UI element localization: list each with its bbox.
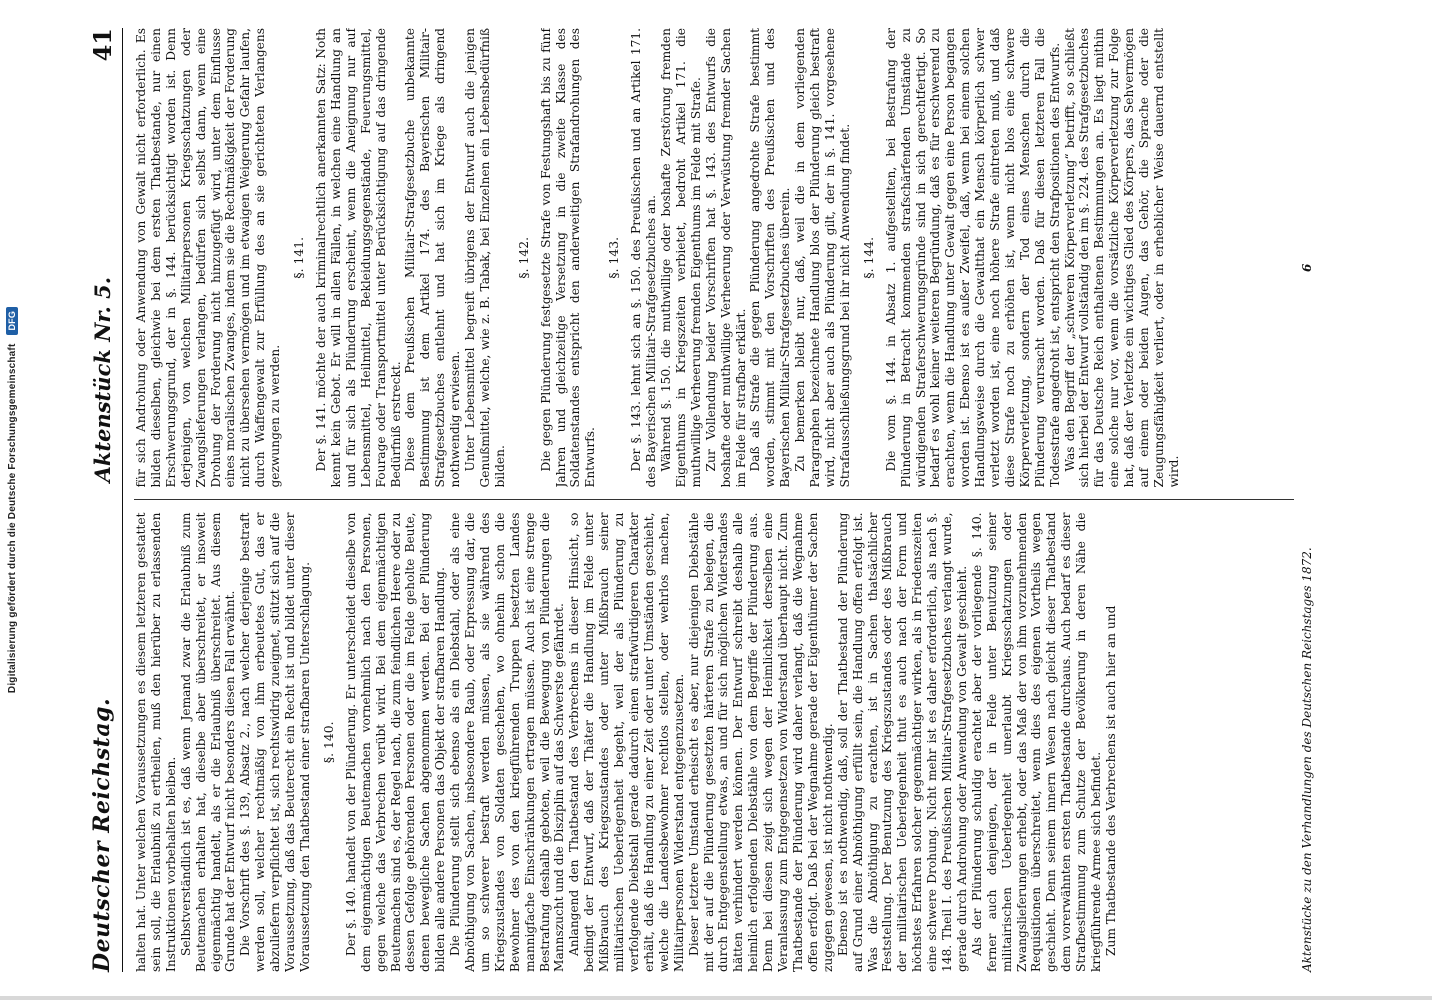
watermark-text: Digitalisierung gefördert durch die Deutsche Forschungsgemeinschaft [7,343,18,694]
paragraph: Unter Lebensmittel begreift übrigens der Entwurf auch die jenigen Genußmittel, welche, wie z. B. Tabak, bei Einzelnen ein Lebensbedürfniß bilden. [463,28,507,488]
section-heading: §. 143. [606,236,622,279]
paragraph: Ebenso ist es nothwendig, daß, soll der Thatbestand der Plünderung auf Grund einer Abnöthigung erfüllt sein, die Handlung offen erfolgt ist. Was die Abnöthigung zu erachten, ist in Sachen thatsächlicher Feststellung. Der Benutzung des Kriegszustandes oder des Mißbrauch der militairischen Ueberlegenheit thut es auch nach der Form und höchstes Erfahren solcher gegenmächtiger wirken, als in Friedenszeiten eine schwere Drohung. Nicht mehr ist es daher erforderlich, als nach §. 148. Theil I. des Preußischen Militair-Strafgesetzbuches verlangt wurde, gerade durch Androhung oder Anwendung von Gewalt geschieht. [835,512,969,972]
paragraph: Während §. 150. die muthwillige oder boshafte Zerstörung fremden Eigenthums in Kriegszeiten verbietet, bedroht Artikel 171. die muthwillige Verheerung fremden Eigenthums im Felde mit Strafe. [659,28,703,488]
scan-edge [0,996,1432,1000]
paragraph: Zum Thatbestande des Verbrechens ist auch hier an und [1104,605,1118,956]
page-footer [1300,28,1322,972]
paragraph: halten hat. Unter welchen Voraussetzungen es diesem letzteren gestattet sein soll, die Erlaubniß zu ertheilen, muß den hierüber zu erlassenden Instruktionen vorbehalten bleiben. [134,512,178,972]
section-heading: §. 142. [515,236,531,279]
paragraph: Als der Plünderung schuldig erachtet aber der vorliegende §. 140. ferner auch denjenigen, der in Felde unter Benutzung seiner militairischen Ueberlegenheit unerlaubt Kriegsschatzungen oder Zwangslieferungen erhebt, oder das Maß der von ihm vorzunehmenden Requisitionen überschreitet, wenn dies des eigenen Vortheils wegen geschieht. Denn seinem innern Wesen nach gleicht dieser Thatbestand dem vorerwähnten ersten Thatbestande durchaus. Auch bedarf es dieser Strafbestimmung zum Schutze der Bevölkerung in deren Nähe die kriegführende Armee sich befindet. [969,512,1104,972]
document-number: Aktenstück Nr. 5. [89,276,115,483]
dfg-logo: DFG [6,307,18,335]
section-heading: §. 140. [320,721,336,764]
running-title: Deutscher Reichstag. [89,697,115,972]
paragraph: Die Plünderung stellt sich ebenso als ein Diebstahl, oder als eine Abnöthigung von Sachen, insbesondere Raub, oder Erpressung dar, die um so schwerer bestraft werden müssen, als sie während des Kriegszustandes von Soldaten geschehen, wo ohnehin schon die Bewohner des von den kriegführenden Truppen besetzten Landes mannigfache Einschränkungen ertragen müssen. Auch ist eine strenge Bestrafung deshalb geboten, weil die Bewegung von Plünderungen die Mannszucht und die Disziplin auf das Schwerste gefährdet. [448,512,567,972]
paragraph: Der §. 140. handelt von der Plünderung. Er unterscheidet dieselbe von dem eigenmächtigen Beutemachen vornehmlich nach den Personen, gegen welche das Verbrechen verübt wird. Bei dem eigenmächtigen Beutemachen sind es, der Regel nach, die zum feindlichen Heere oder zu dessen Gefolge gehörenden Personen oder die im Felde geholte Beute, denen bewegliche Sachen abgenommen werden. Bei der Plünderung bilden alle andere Personen das Objekt der strafbaren Handlung. [343,512,448,972]
left-column [134,513,1294,973]
section-heading: §. 144. [860,236,876,279]
paragraph: Die gegen Plünderung festgesetzte Strafe von Festungshaft bis zu fünf Jahren und gleichzeitige Versetzung in die zweite Klasse des Soldatenstandes entspricht den anderweitigen Strafandrohungen des Entwurfs. [538,28,598,488]
paragraph: Zur Vollendung beider Vorschriften hat §. 143. des Entwurfs die boshafte oder muthwillige Verheerung oder Verwüstung fremder Sachen im Felde für strafbar erklärt. [703,28,748,488]
paragraph: für sich Androhung oder Anwendung von Gewalt nicht erforderlich. Es bilden dieselben, gleichwie bei dem ersten Thatbestande, nur einen Erschwerungsgrund, der in §. 144. berücksichtigt worden ist. Denn derjenigen, von welchen Militairpersonen Kriegsschatzungen oder Zwangslieferungen verlangen, bedürfen sich selbst dann, wenn eine Drohung der Forderung nicht hinzugefügt wird, unter dem Einflusse eines moralischen Zwanges, indem sie die Rechtmäßigkeit der Forderung nicht zu übersehen vermögen und im etwaigen Weigerung Gefahr laufen, durch Waffengewalt zur Erfüllung des an sie gerichteten Verlangens gezwungen zu werden. [134,28,283,488]
print-signature: Aktenstücke zu den Verhandlungen des Deutschen Reichstages 1872. [1300,547,1314,972]
paragraph: Selbstverständlich ist es, daß wenn Jemand zwar die Erlaubniß zum Beutemachen erhalten hat, dieselbe aber überschreitet, er insoweit eigenmächtig handelt, als er die Erlaubniß überschreitet. Aus diesem Grunde hat der Entwurf nicht besonders diesen Fall erwähnt. [178,512,238,972]
digitization-watermark [6,0,18,1000]
right-column [134,28,1294,488]
paragraph: Der §. 141. möchte der auch kriminalrechtlich anerkannten Satz: Noth kennt kein Gebot. Er will in allen Fällen, in welchen eine Handlung an und für sich als Plünderung erscheint, wenn die Aneignung nur auf Lebensmittel, Heilmittel, Bekleidungsgegenstände, Feuerungsmittel, Fourage oder Transportmittel unter Berücksichtigung auf das dringende Bedürfniß erstreckt. [313,28,403,488]
paragraph: Der §. 143. lehnt sich an §. 150. des Preußischen und an Artikel 171. des Bayerischen Militair-Strafgesetzbuches an. [629,28,659,488]
page-header [82,28,123,972]
section-heading: §. 141. [291,236,307,279]
paragraph: Diese dem Preußischen Militair-Strafgesetzbuche unbekannte Bestimmung ist dem Artikel 174. des Bayerischen Militair-Strafgesetzbuches entlehnt und hat sich im Kriege als dringend nothwendig erwiesen. [403,28,463,488]
paragraph: Was den Begriff der „schweren Körperverletzung“ betrifft, so schließt sich hierbei der Entwurf vollständig den im §. 224. des Strafgesetzbuches für das Deutsche Reich enthaltenen Bestimmungen an. Es liegt mithin eine solche nur vor, wenn die vorsätzliche Körperverletzung zur Folge hat, daß der Verletzte ein wichtiges Glied des Körpers, das Sehvermögen auf einem oder beiden Augen, das Gehör, die Sprache oder die Zeugungsfähigkeit verliert, oder in erheblicher Weise dauernd entstellt wird. [1062,28,1181,488]
paragraph: Die vom §. 144. in Absatz 1. aufgestellten, bei Bestrafung der Plünderung in Betracht kommenden strafschärfenden Umstände zu würdigenden Straferschwerungsgründe sind in sich gerechtfertigt. So bedarf es wohl keiner weiteren Begründung, daß es für erschwerend zu erachten, wenn die Handlung unter Gewalt gegen eine Person begangen worden ist. Ebenso ist es außer Zweifel, daß, wenn bei einem solchen Handlungsweise durch die Gewaltthat ein Mensch körperlich schwer verletzt worden ist, eine noch höhere Strafe eintreten muß, und daß diese Strafe noch zu erhöhen ist, wenn nicht blos eine schwere Körperverletzung, sondern der Tod eines Menschen durch die Plünderung verursacht worden. Daß für diesen letzteren Fall die Todesstrafe angedroht ist, entspricht den Strafpositionen des Entwurfs. [883,28,1062,488]
paragraph: Zu bemerken bleibt nur, daß, weil die in dem vorliegenden Paragraphen bezeichnete Handlung blos der Plünderung gleich bestraft wird, nicht aber auch als Plünderung gilt, der in §. 141. vorgesehene Strafausschließungsgrund bei ihr nicht Anwendung findet. [793,28,852,488]
sheet-number: 6 [1300,263,1314,272]
text-columns [134,28,1294,972]
paragraph: Anlangend den Thatbestand des Verbrechens in dieser Hinsicht, so bedingt der Entwurf, daß der Thäter die Handlung im Felde unter Mißbrauch des Kriegszustandes oder unter Mißbrauch seiner militairischen Ueberlegenheit begeht, weil der als Plünderung zu verfolgende Diebstahl gerade dadurch einen strafwürdigeren Charakter erhält, daß die Handlung zu einer Zeit oder unter Umständen geschieht, welche die Landesbewohner rechtlos stellen, oder wehrlos machen, Militairpersonen Widerstand entgegenzusetzen. [567,512,686,972]
page-number: 41 [87,28,117,62]
paragraph: Die Vorschrift des §. 139, Absatz 2., nach welcher derjenige bestraft werden soll, welcher rechtmäßig von ihm erbeutetes Gut, das er abzuliefern verpflichtet ist, sich rechtswidrig zueignet, stützt sich auf die Voraussetzung, daß das Beuterecht ein Recht ist und bildet unter dieser Voraussetzung den Thatbestand einer strafbaren Unterschlagung. [238,512,312,972]
paragraph: Dieser letztere Umstand erheischt es aber, nur diejenigen Diebstähle mit der auf die Plünderung gesetzten härteren Strafe zu belegen, die durch Entgegenstellung etwas, an und für sich möglichen Widerstandes hätten verhindert werden können. Der Entwurf schreibt deshalb alle heimlich erfolgenden Diebstähle von dem Begriffe der Plünderung aus. Denn bei diesen zeigt sich wegen der Heimlichkeit derselben eine Veranlassung zum Entgegensetzen von Widerstand überhaupt nicht. Zum Thatbestande der Plünderung wird daher verlangt, daß die Wegnahme offen erfolgt. Daß bei der Wegnahme gerade der Eigenthümer der Sachen zugegen gewesen, ist nicht nothwendig. [686,512,835,972]
paragraph: Daß als Strafe die gegen Plünderung angedrohte Strafe bestimmt worden, stimmt mit den Vorschriften des Preußischen und des Bayerischen Militair-Strafgesetzbuches überein. [748,28,793,488]
column-divider [134,500,1294,501]
